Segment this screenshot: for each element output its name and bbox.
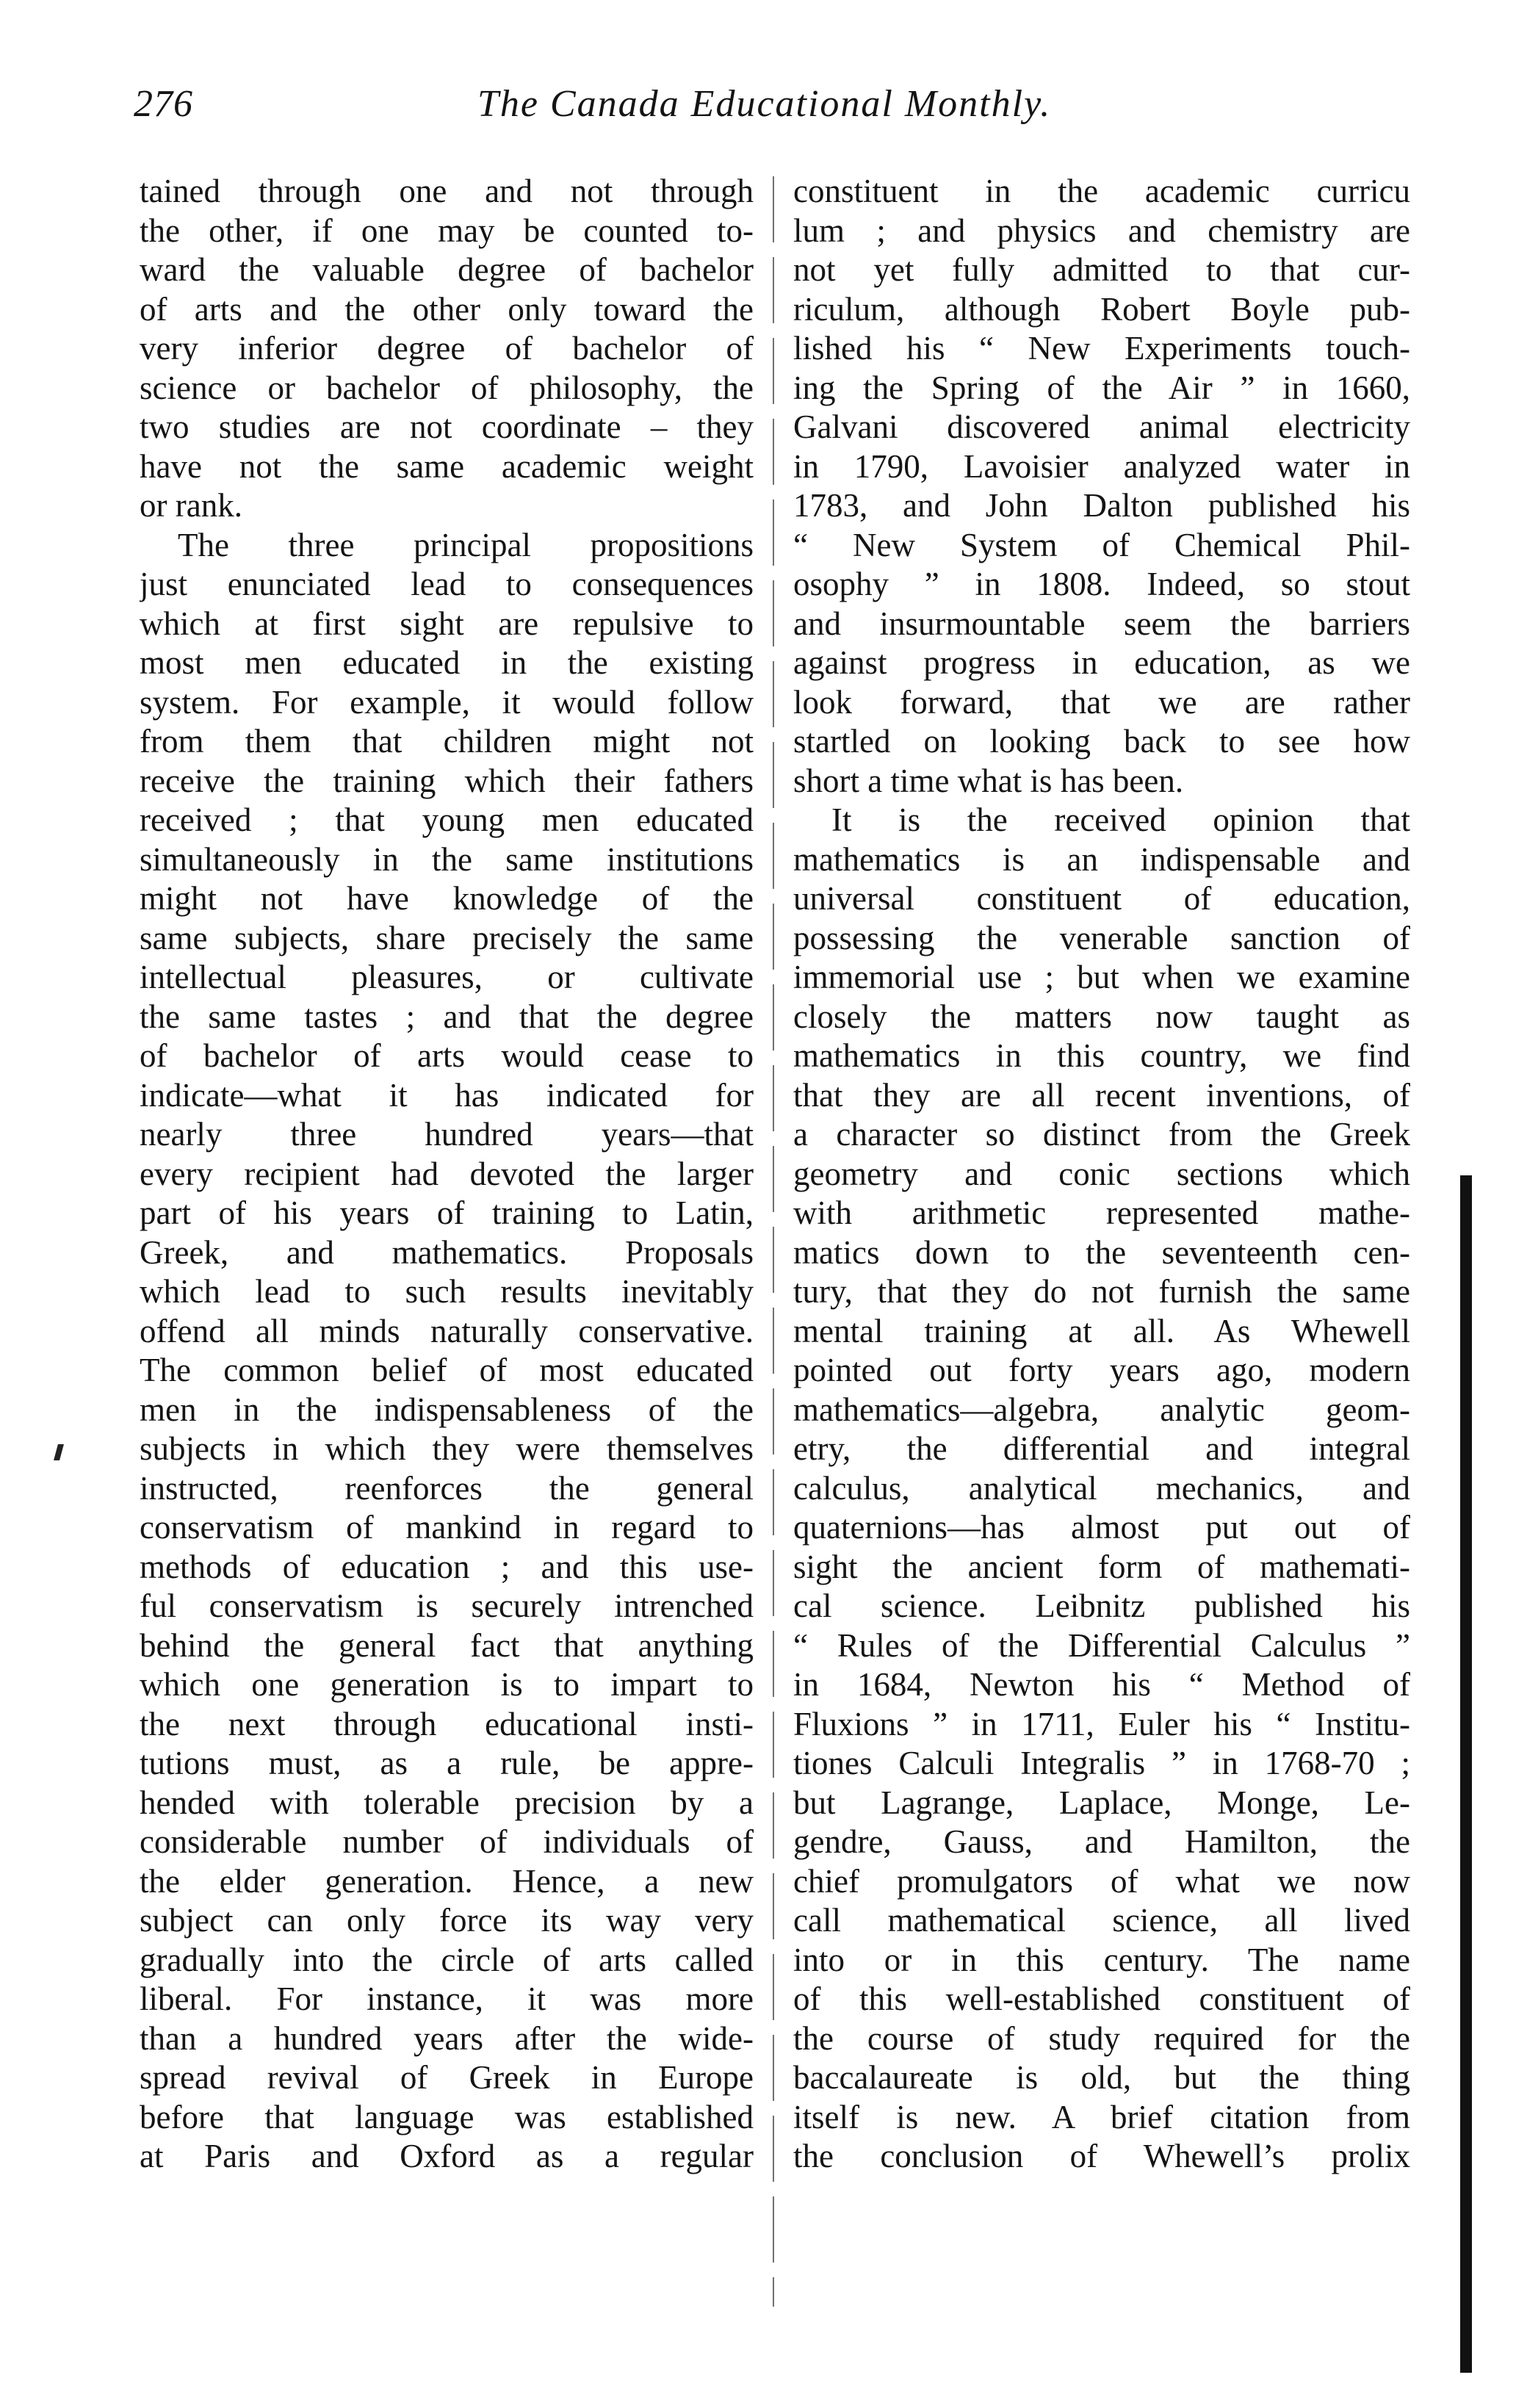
text-line: “ New System of Chemical Phil- <box>793 526 1410 563</box>
text-line: of arts and the other only toward the <box>140 290 754 328</box>
text-line: It is the received opinion that <box>831 801 1410 838</box>
text-line: tury, that they do not furnish the same <box>793 1273 1410 1310</box>
text-line: behind the general fact that anything <box>140 1626 754 1664</box>
text-line: call mathematical science, all lived <box>793 1902 1410 1939</box>
text-line: of this well-established constituent of <box>793 1980 1410 2017</box>
text-line: which one generation is to impart to <box>140 1666 754 1703</box>
text-line: lum ; and physics and chemistry are <box>793 212 1410 249</box>
text-line: ing the Spring of the Air ” in 1660, <box>793 369 1410 406</box>
text-line: Galvani discovered animal electricity <box>793 408 1410 445</box>
text-line: methods of education ; and this use- <box>140 1548 754 1585</box>
text-line: hended with tolerable precision by a <box>140 1784 754 1821</box>
text-line: might not have knowledge of the <box>140 880 754 917</box>
text-line: The three principal propositions <box>178 526 754 563</box>
left-text-column <box>140 172 754 2177</box>
text-line: system. For example, it would follow <box>140 683 754 721</box>
running-header <box>134 82 1118 134</box>
text-line: with arithmetic represented mathe- <box>793 1194 1410 1231</box>
text-line: look forward, that we are rather <box>793 683 1410 721</box>
text-line: spread revival of Greek in Europe <box>140 2059 754 2096</box>
text-line: liberal. For instance, it was more <box>140 1980 754 2017</box>
text-line: received ; that young men educated <box>140 801 754 838</box>
text-line: considerable number of individuals of <box>140 1823 754 1860</box>
text-line: same subjects, share precisely the same <box>140 919 754 956</box>
text-line: which at first sight are repulsive to <box>140 605 754 642</box>
text-line: offend all minds naturally conservative. <box>140 1312 754 1349</box>
text-line: subject can only force its way very <box>140 1902 754 1939</box>
text-line: The common belief of most educated <box>140 1352 754 1388</box>
text-line: the elder generation. Hence, a new <box>140 1862 754 1900</box>
text-line: gradually into the circle of arts called <box>140 1941 754 1978</box>
text-line: receive the training which their fathers <box>140 762 754 799</box>
text-line: constituent in the academic curricu <box>793 173 1410 209</box>
text-line: but Lagrange, Laplace, Monge, Le- <box>793 1784 1410 1821</box>
text-line: riculum, although Robert Boyle pub- <box>793 290 1410 328</box>
text-line: osophy ” in 1808. Indeed, so stout <box>793 566 1410 602</box>
text-line: the next through educational insti- <box>140 1705 754 1742</box>
text-line: startled on looking back to see how <box>793 723 1410 760</box>
text-line: tained through one and not through <box>140 173 754 209</box>
text-line: in 1684, Newton his “ Method of <box>793 1666 1410 1703</box>
text-line: at Paris and Oxford as a regular <box>140 2138 754 2174</box>
text-line: mental training at all. As Whewell <box>793 1312 1410 1349</box>
text-line: etry, the differential and integral <box>793 1430 1410 1467</box>
text-line: the other, if one may be counted to- <box>140 212 754 249</box>
text-line: tutions must, as a rule, be appre- <box>140 1745 754 1781</box>
text-line: tiones Calculi Integralis ” in 1768-70 ; <box>793 1745 1410 1781</box>
text-line: Fluxions ” in 1711, Euler his “ Institu- <box>793 1705 1410 1742</box>
text-line: just enunciated lead to consequences <box>140 566 754 602</box>
text-line: Greek, and mathematics. Proposals <box>140 1233 754 1271</box>
text-line: mathematics—algebra, analytic geom- <box>793 1391 1410 1428</box>
margin-ink-mark <box>54 1444 64 1460</box>
text-line: into or in this century. The name <box>793 1941 1410 1978</box>
text-line: intellectual pleasures, or cultivate <box>140 959 754 995</box>
text-line: before that language was established <box>140 2098 754 2135</box>
text-line: ward the valuable degree of bachelor <box>140 251 754 288</box>
text-line: mathematics in this country, we find <box>793 1037 1410 1074</box>
text-line: men in the indispensableness of the <box>140 1391 754 1428</box>
text-line: in 1790, Lavoisier analyzed water in <box>793 447 1410 485</box>
text-line: sight the ancient form of mathemati- <box>793 1548 1410 1585</box>
text-line: not yet fully admitted to that cur- <box>793 251 1410 288</box>
text-line: which lead to such results inevitably <box>140 1273 754 1310</box>
text-line: simultaneously in the same institutions <box>140 840 754 878</box>
text-line: geometry and conic sections which <box>793 1155 1410 1192</box>
text-line: science or bachelor of philosophy, the <box>140 369 754 406</box>
text-line: part of his years of training to Latin, <box>140 1194 754 1231</box>
text-line: conservatism of mankind in regard to <box>140 1509 754 1546</box>
right-text-column <box>793 172 1410 2177</box>
text-line: that they are all recent inventions, of <box>793 1076 1410 1114</box>
text-line: ful conservatism is securely intrenched <box>140 1587 754 1624</box>
text-line: gendre, Gauss, and Hamilton, the <box>793 1823 1410 1860</box>
text-line: most men educated in the existing <box>140 644 754 681</box>
text-line: or rank. <box>140 487 242 524</box>
text-line: the same tastes ; and that the degree <box>140 998 754 1035</box>
text-line: have not the same academic weight <box>140 447 754 485</box>
text-line: the course of study required for the <box>793 2019 1410 2057</box>
text-line: itself is new. A brief citation from <box>793 2098 1410 2135</box>
text-line: from them that children might not <box>140 723 754 760</box>
text-line: pointed out forty years ago, modern <box>793 1352 1410 1388</box>
text-line: subjects in which they were themselves <box>140 1430 754 1467</box>
text-line: cal science. Leibnitz published his <box>793 1587 1410 1624</box>
text-line: baccalaureate is old, but the thing <box>793 2059 1410 2096</box>
text-line: than a hundred years after the wide- <box>140 2019 754 2057</box>
text-line: against progress in education, as we <box>793 644 1410 681</box>
text-line: nearly three hundred years—that <box>140 1116 754 1153</box>
text-line: indicate—what it has indicated for <box>140 1076 754 1114</box>
text-line: “ Rules of the Differential Calculus ” <box>793 1626 1410 1664</box>
text-line: calculus, analytical mechanics, and <box>793 1469 1410 1507</box>
text-line: two studies are not coordinate – they <box>140 408 754 445</box>
text-line: every recipient had devoted the larger <box>140 1155 754 1192</box>
text-line: closely the matters now taught as <box>793 998 1410 1035</box>
text-line: immemorial use ; but when we examine <box>793 959 1410 995</box>
page-number: 276 <box>134 83 193 125</box>
text-line: possessing the venerable sanction of <box>793 919 1410 956</box>
text-line: short a time what is has been. <box>793 762 1184 799</box>
text-line: of bachelor of arts would cease to <box>140 1037 754 1074</box>
text-line: and insurmountable seem the barriers <box>793 605 1410 642</box>
scan-edge-shadow <box>1460 1175 1472 2373</box>
text-line: instructed, reenforces the general <box>140 1469 754 1507</box>
text-line: mathematics is an indispensable and <box>793 840 1410 878</box>
running-title: The Canada Educational Monthly. <box>477 83 1052 125</box>
text-line: chief promulgators of what we now <box>793 1862 1410 1900</box>
text-line: universal constituent of education, <box>793 880 1410 917</box>
text-line: the conclusion of Whewell’s prolix <box>793 2138 1410 2174</box>
column-divider <box>773 176 774 2307</box>
text-line: matics down to the seventeenth cen- <box>793 1233 1410 1271</box>
text-line: 1783, and John Dalton published his <box>793 487 1410 524</box>
text-line: quaternions—has almost put out of <box>793 1509 1410 1546</box>
text-line: a character so distinct from the Greek <box>793 1116 1410 1153</box>
text-line: lished his “ New Experiments touch- <box>793 330 1410 367</box>
text-line: very inferior degree of bachelor of <box>140 330 754 367</box>
